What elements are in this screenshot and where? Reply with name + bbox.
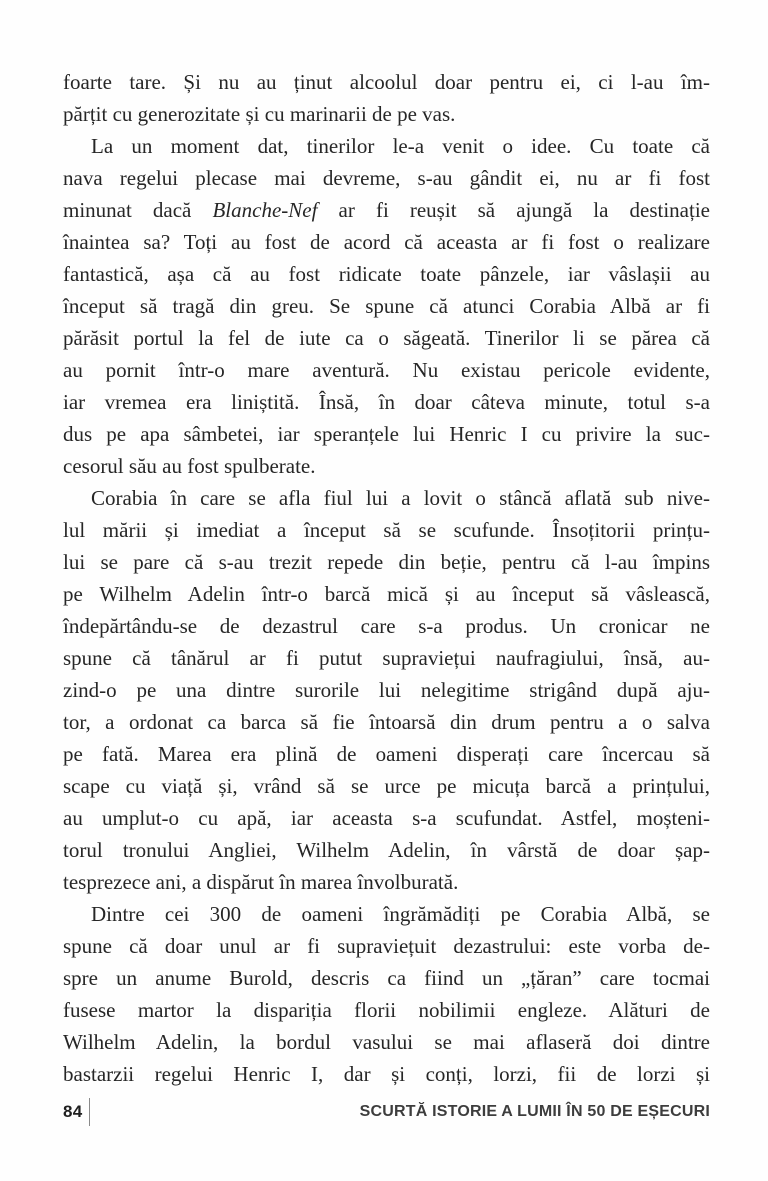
text-line: îndepărtându-se de dezastrul care s-a produs. Un cronicar ne bbox=[63, 614, 710, 638]
text-line: început să tragă din greu. Se spune că atunci Corabia Albă ar fi bbox=[63, 294, 710, 318]
text-line: părțit cu generozitate și cu marinarii de pe vas. bbox=[63, 102, 456, 126]
text-line: au umplut-o cu apă, iar aceasta s-a scufundat. Astfel, moșteni- bbox=[63, 806, 710, 830]
text-line: minunat dacă Blanche-Nef ar fi reușit să ajungă la destinație bbox=[63, 198, 710, 222]
text-line: spune că doar unul ar fi supraviețuit dezastrului: este vorba de- bbox=[63, 934, 710, 958]
text-line: spre un anume Burold, descris ca fiind un „țăran” care tocmai bbox=[63, 966, 710, 990]
text-line: părăsit portul la fel de iute ca o săgeată. Tinerilor li se părea că bbox=[63, 326, 710, 350]
text-line: lul mării și imediat a început să se scufunde. Însoțitorii prințu- bbox=[63, 518, 710, 542]
page-number: 84 bbox=[63, 1102, 83, 1121]
text-line: tesprezece ani, a dispărut în marea învolburată. bbox=[63, 870, 459, 894]
running-title: SCURTĂ ISTORIE A LUMII ÎN 50 DE EȘECURI bbox=[359, 1103, 710, 1120]
text-line: nava regelui plecase mai devreme, s-au gândit ei, nu ar fi fost bbox=[63, 166, 710, 190]
text-line: fantastică, așa că au fost ridicate toate pânzele, iar vâslașii au bbox=[63, 262, 710, 286]
text-line: torul tronului Angliei, Wilhelm Adelin, în vârstă de doar șap- bbox=[63, 838, 710, 862]
text-line: scape cu viață și, vrând să se urce pe micuța barcă a prințului, bbox=[63, 774, 710, 798]
text-line: tor, a ordonat ca barca să fie întoarsă din drum pentru a o salva bbox=[63, 710, 710, 734]
text-line: fusese martor la dispariția florii nobilimii engleze. Alături de bbox=[63, 998, 710, 1022]
page-body bbox=[63, 66, 710, 1090]
footer-left bbox=[63, 1098, 90, 1126]
page-footer bbox=[63, 1096, 710, 1128]
text-line: zind-o pe una dintre surorile lui nelegitime strigând după aju- bbox=[63, 678, 710, 702]
paragraph bbox=[63, 898, 710, 1090]
text-line: foarte tare. Și nu au ținut alcoolul doar pentru ei, ci l-au îm- bbox=[63, 70, 710, 94]
paragraph bbox=[63, 66, 710, 130]
text-line: pe Wilhelm Adelin într-o barcă mică și au început să vâslească, bbox=[63, 582, 710, 606]
paragraph bbox=[63, 130, 710, 482]
text-line: iar vremea era liniștită. Însă, în doar câteva minute, totul s-a bbox=[63, 390, 710, 414]
text-line: Wilhelm Adelin, la bordul vasului se mai aflaseră doi dintre bbox=[63, 1030, 710, 1054]
paragraph bbox=[63, 482, 710, 898]
text-line: La un moment dat, tinerilor le-a venit o idee. Cu toate că bbox=[91, 134, 710, 158]
text-line: înaintea sa? Toți au fost de acord că aceasta ar fi fost o realizare bbox=[63, 230, 710, 254]
text-line: lui se pare că s-au trezit repede din beție, pentru că l-au împins bbox=[63, 550, 710, 574]
text-line: Dintre cei 300 de oameni îngrămădiți pe Corabia Albă, se bbox=[91, 902, 710, 926]
text-line: pe fată. Marea era plină de oameni disperați care încercau să bbox=[63, 742, 710, 766]
text-line: spune că tânărul ar fi putut supraviețui naufragiului, însă, au- bbox=[63, 646, 710, 670]
text-line: bastarzii regelui Henric I, dar și conți, lorzi, fii de lorzi și bbox=[63, 1062, 710, 1086]
footer-divider bbox=[89, 1098, 90, 1126]
text-line: dus pe apa sâmbetei, iar speranțele lui Henric I cu privire la suc- bbox=[63, 422, 710, 446]
text-line: cesorul său au fost spulberate. bbox=[63, 454, 316, 478]
text-line: au pornit într-o mare aventură. Nu existau pericole evidente, bbox=[63, 358, 710, 382]
text-line: Corabia în care se afla fiul lui a lovit o stâncă aflată sub nive- bbox=[91, 486, 710, 510]
